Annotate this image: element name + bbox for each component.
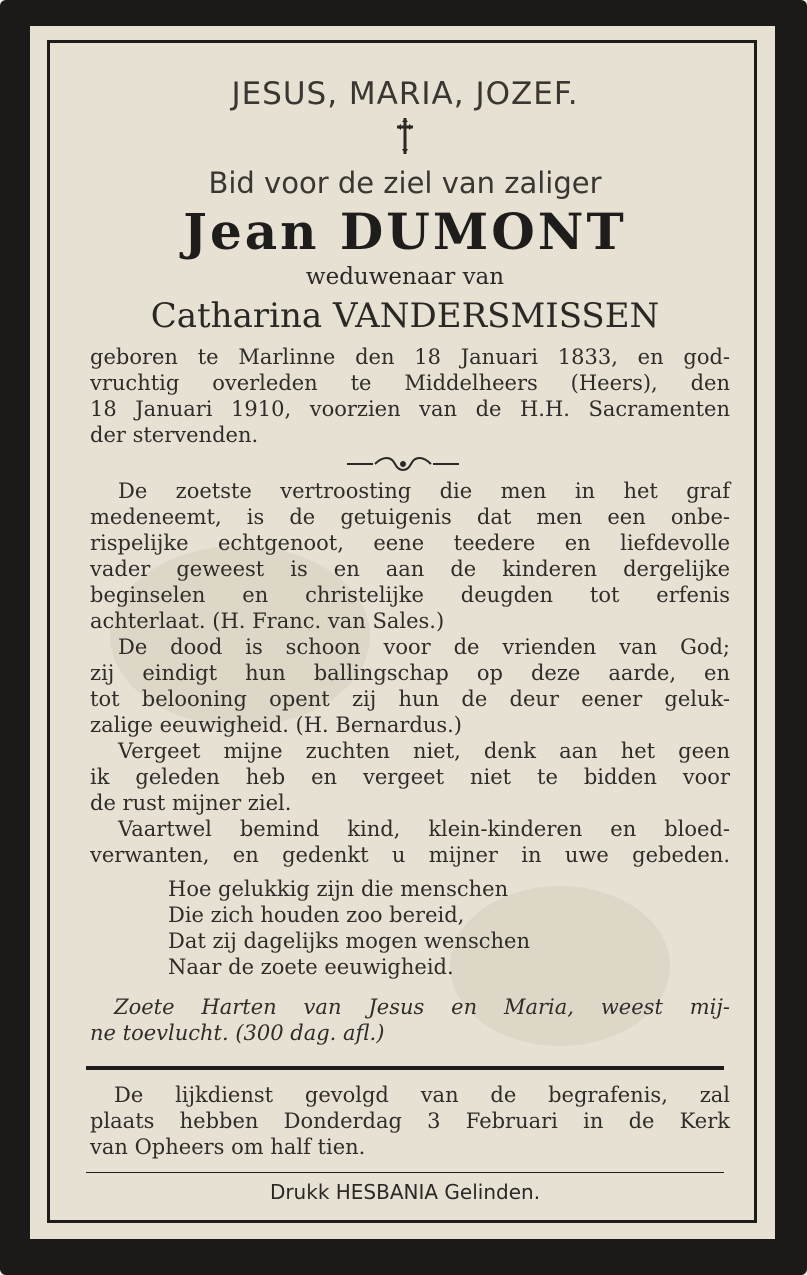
paragraph-line: medeneemt, is de getuigenis dat men een onbe- <box>90 505 730 529</box>
paragraph-line: tot belooning opent zij hun de deur eener geluk- <box>90 687 730 711</box>
service-line: van Opheers om half tien. <box>90 1135 366 1159</box>
bio-line: 18 Januari 1910, voorzien van de H.H. Sacramenten <box>90 397 730 421</box>
invocation-line: Zoete Harten van Jesus en Maria, weest mij- <box>114 995 730 1019</box>
verse-line: Hoe gelukkig zijn die menschen <box>168 877 509 901</box>
prayer-intro: Bid voor de ziel van zaliger <box>208 166 602 200</box>
paragraph-line: Vergeet mijne zuchten niet, denk aan het geen <box>118 739 730 763</box>
deceased-name: Jean DUMONT <box>183 202 627 261</box>
paragraph-line: De zoetste vertroosting die men in het graf <box>118 479 730 503</box>
paragraph-line: zij eindigt hun ballingschap op deze aarde, en <box>90 661 730 685</box>
ornament-divider <box>343 456 463 472</box>
religious-header: JESUS, MARIA, JOZEF. <box>231 76 579 112</box>
service-line: De lijkdienst gevolgd van de begrafenis, zal <box>114 1083 730 1107</box>
bio-line: vruchtig overleden te Middelheers (Heers), den <box>90 371 730 395</box>
cross-icon <box>392 116 418 156</box>
printer-credit: Drukk HESBANIA Gelinden. <box>269 1180 541 1204</box>
paragraph-line: ik geleden heb en vergeet niet te bidden voor <box>90 765 730 789</box>
paragraph-line: vader geweest is en aan de kinderen dergelijke <box>90 557 730 581</box>
service-line: plaats hebben Donderdag 3 Februari in de Kerk <box>90 1109 730 1133</box>
paragraph-line: de rust mijner ziel. <box>90 791 292 815</box>
paragraph-line: achterlaat. (H. Franc. van Sales.) <box>90 609 445 633</box>
bio-line: geboren te Marlinne den 18 Januari 1833, en god- <box>90 345 730 369</box>
verse-line: Dat zij dagelijks mogen wenschen <box>168 929 530 953</box>
bio-line: der stervenden. <box>90 423 259 447</box>
paragraph-line: Vaartwel bemind kind, klein-kinderen en bloed- <box>118 817 730 841</box>
paragraph-line: De dood is schoon voor de vrienden van God; <box>118 635 730 659</box>
paragraph-line: beginselen en christelijke deugden tot erfenis <box>90 583 730 607</box>
verse-line: Die zich houden zoo bereid, <box>168 903 465 927</box>
widower-of: weduwenaar van <box>305 264 505 290</box>
paragraph-line: verwanten, en gedenkt u mijner in uwe gebeden. <box>90 843 730 867</box>
paragraph-line: rispelijke echtgenoot, eene teedere en liefdevolle <box>90 531 730 555</box>
section-rule <box>86 1066 724 1070</box>
invocation-line: ne toevlucht. (300 dag. afl.) <box>90 1021 385 1045</box>
footer-rule <box>86 1172 724 1173</box>
verse-line: Naar de zoete eeuwigheid. <box>168 955 454 979</box>
spouse-name: Catharina VANDERSMISSEN <box>150 296 660 336</box>
paragraph-line: zalige eeuwigheid. (H. Bernardus.) <box>90 713 462 737</box>
